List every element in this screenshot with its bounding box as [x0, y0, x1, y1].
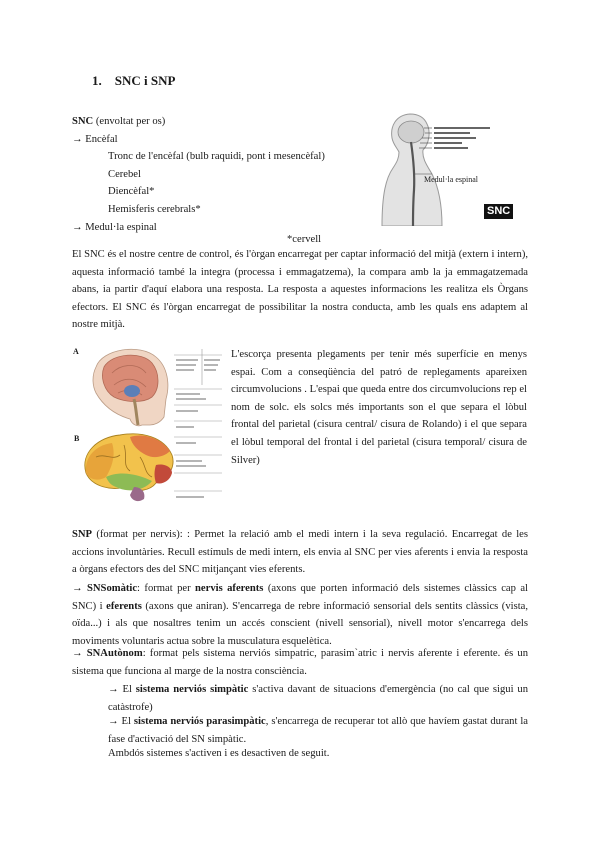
- snc-title-line: [72, 113, 412, 131]
- snc-label: SNC: [72, 116, 94, 127]
- snc-badge: SNC: [484, 204, 513, 219]
- snc-note: (envoltat per os): [93, 116, 166, 127]
- figure-label-b: B: [74, 434, 80, 443]
- parasimpatic-text: , s'encarrega de recuperar tot allò que havíem gastat durant la fase d'activació del SN simpàtic.: [108, 716, 528, 745]
- somatic-bold-aferents: nervis aferents: [195, 583, 264, 594]
- snc-outline: [72, 113, 412, 236]
- simpatic-bold: sistema nerviós simpàtic: [135, 684, 249, 695]
- autonom-paragraph: [72, 645, 528, 680]
- parasimpatic-arrow: → El: [108, 716, 134, 727]
- brain-paragraph: L'escorça presenta plegaments per tenir més superfície en menys espai. Com a conseqüència del patró de replegaments apareixen circumvolucions . L'espai que queda entre dos circumvolucions rep el nom de solc. els solcs més importants son el que separa el lòbul frontal del parietal (cisura central/ cisura de Rolando) i el que separa el lòbul temporal del frontal i del parietal (cisura temporal/ cisura de Silver): [231, 349, 527, 466]
- somatic-bold-eferents: eferents: [106, 600, 142, 612]
- sub-item-cerebel: Cerebel: [108, 168, 141, 180]
- sub-item-tronc: Tronc de l'encèfal (bulb raquidi, pont i mesencèfal): [108, 151, 325, 163]
- encefal-sublist: [72, 148, 412, 218]
- simpatic-arrow: → El: [108, 684, 136, 695]
- medulla-figure-label: Medul·la espinal: [424, 175, 478, 184]
- snc-figure: [366, 112, 516, 226]
- somatic-text-c: (axons que aniran). S'encarrega de rebre informació sensorial dels sentits clàssics (vista, oïda...) i als que nosaltres tenim un accés conscient (nivell sensorial), nivell motor s'encarrega dels moviments voluntaris actua sobre la musculatura esquelètica.: [72, 600, 528, 647]
- both-systems-line: Ambdós sistemes s'activen i es desactiven de seguit.: [108, 748, 330, 759]
- sub-item-hemisferis: Hemisferis cerebrals*: [108, 203, 201, 215]
- parasimpatic-paragraph: [108, 713, 528, 748]
- sub-item-diencefal: Diencèfal*: [108, 186, 155, 198]
- cervell-footnote: *cervell: [287, 234, 322, 245]
- encefal-line: → Encèfal: [72, 133, 118, 145]
- brain-figure: [72, 345, 224, 510]
- simpatic-text: s'activa davant de situacions d'emergència (no cal que sigui un catàstrofe): [108, 684, 529, 713]
- snc-paragraph: El SNC és el nostre centre de control, és l'òrgan encarregat per captar informació del mitjà (extern i intern), aquesta informació també la integra (processa i emmagatzema), la compara amb la ja emmagatzemada abans, ia partir d'aquí elabora una resposta. La resposta a aquestes informacions les realitza els Òrgans efectors. El SNC és l'òrgan encarregat de possibilitar la nostra conducta, amb les quals ens adaptem al nostre mitjà.: [72, 249, 528, 331]
- section-heading: 1. SNC i SNP: [92, 73, 176, 88]
- parasimpatic-bold: sistema nerviós parasimpàtic: [133, 716, 266, 727]
- snp-intro-text: (format per nervis): : Permet la relació amb el medi intern i la seva regulació. Encarregat de les accions involuntàries. Recull estímuls de medi intern, els envia al SNC per vies aferents i envia la resposta a òrgans efectors des del SNC mitjançant vies eferents.: [72, 529, 528, 576]
- brain-illustration: [72, 345, 224, 510]
- snp-label: SNP: [72, 529, 93, 540]
- somatic-paragraph: [72, 580, 528, 650]
- snp-intro: [72, 526, 528, 579]
- somatic-label: → SNSomàtic: [72, 583, 138, 594]
- figure-label-a: A: [73, 347, 79, 356]
- medulla-line: → Medul·la espinal: [72, 221, 157, 233]
- somatic-text-b: (axons que porten informació dels sistemes clàssics cap al SNC) i: [72, 583, 528, 612]
- somatic-text-a: : format per: [137, 583, 196, 594]
- autonom-text: : format pels sistema nerviós simpatric, parasim`atric i nervis aferente i eferente. és un sistema que funciona al marge de la nostra consciència.: [72, 648, 529, 677]
- autonom-label: → SNAutònom: [72, 648, 143, 659]
- simpatic-paragraph: [108, 681, 528, 716]
